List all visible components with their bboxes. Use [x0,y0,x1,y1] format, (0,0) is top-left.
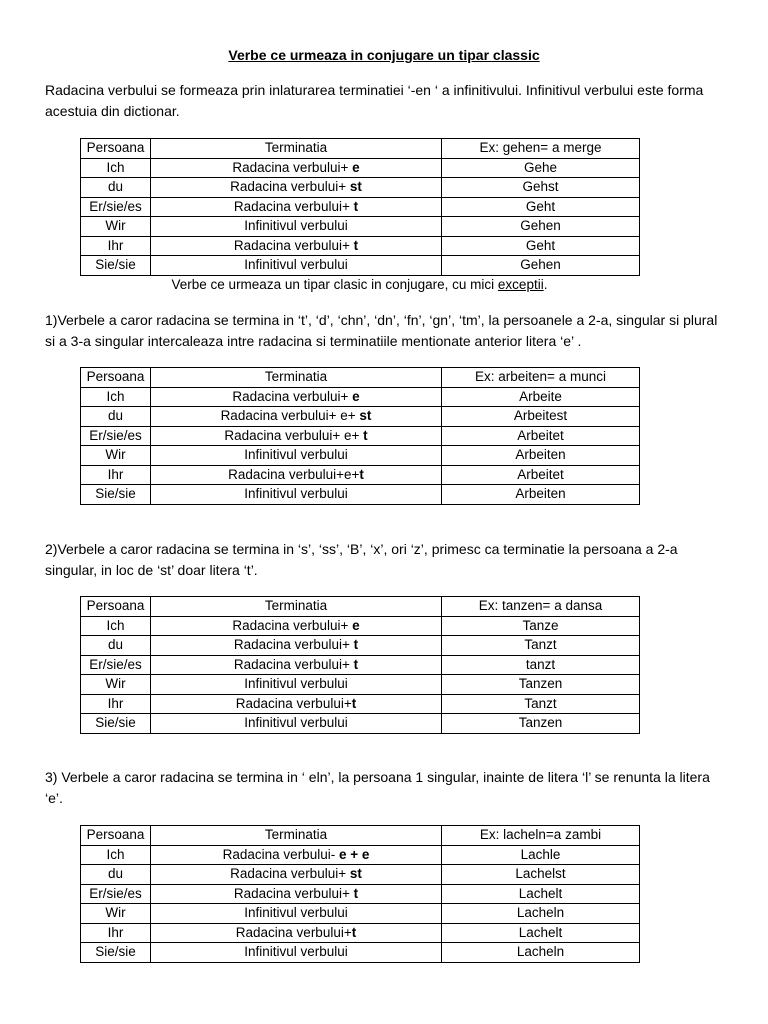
table-row [81,197,640,217]
ending-text: Radacina verbului+ [233,637,354,653]
ending-text: Radacina verbului+ [232,388,353,404]
ending-cell [151,446,442,466]
person-cell: Er/sie/es [81,197,151,217]
ending-cell [151,217,442,237]
column-header: Persoana [81,826,151,846]
table-row [81,655,640,675]
person-cell: Er/sie/es [81,655,151,675]
person-cell: Ich [81,158,151,178]
conjugation-table-arbeiten [80,367,640,505]
ending-cell [151,426,442,446]
caption-suffix: . [543,277,548,292]
rule-3-paragraph: 3) Verbele a caror radacina se termina in ‘ eln’, la persoana 1 singular, inainte de litera ‘l’ se renunta la litera ‘e’. [45,769,710,806]
ending-text: Radacina verbului+e+ [228,466,360,482]
ending-text: Radacina verbului+ e+ [224,427,364,443]
ending-cell [151,714,442,734]
ending-cell [151,485,442,505]
ending-bold-suffix: t [353,656,359,672]
ending-cell [151,655,442,675]
person-cell: Wir [81,675,151,695]
ending-bold-suffix: st [359,408,372,424]
example-cell: Tanzen [442,675,640,695]
column-header: Terminatia [151,368,442,388]
person-cell: Ihr [81,236,151,256]
example-cell: tanzt [442,655,640,675]
column-header: Ex: tanzen= a dansa [442,597,640,617]
table-row [81,446,640,466]
ending-bold-suffix: t [363,427,368,443]
person-cell: Ich [81,616,151,636]
ending-bold-suffix: e [352,388,360,404]
table-row [81,485,640,505]
table-row [81,426,640,446]
table-row [81,178,640,198]
table-row [81,694,640,714]
conjugation-table-tanzen [80,596,640,734]
example-cell: Arbeitet [442,465,640,485]
table-row [81,236,640,256]
ending-text: Radacina verbului+ [235,695,352,711]
person-cell: Wir [81,446,151,466]
ending-cell [151,923,442,943]
ending-cell [151,943,442,963]
example-cell: Geht [442,197,640,217]
example-cell: Lachelt [442,884,640,904]
ending-text: Radacina verbului+ [232,617,353,633]
ending-cell [151,616,442,636]
caption-underlined-word: exceptii [497,277,544,292]
example-cell: Arbeitet [442,426,640,446]
ending-cell [151,197,442,217]
example-cell: Gehst [442,178,640,198]
person-cell: Ihr [81,694,151,714]
column-header: Persoana [81,139,151,159]
column-header: Terminatia [151,597,442,617]
table-row [81,904,640,924]
ending-cell [151,845,442,865]
example-cell: Tanze [442,616,640,636]
table-header-row [81,139,640,159]
table-row [81,845,640,865]
person-cell: Ihr [81,465,151,485]
ending-text: Radacina verbului+ [235,924,352,940]
table-row [81,387,640,407]
ending-cell [151,407,442,427]
ending-text: Radacina verbului+ [232,159,353,175]
example-cell: Arbeitest [442,407,640,427]
ending-cell [151,158,442,178]
person-cell: du [81,865,151,885]
table-header-row [81,368,640,388]
person-cell: Er/sie/es [81,884,151,904]
ending-bold-suffix: t [353,237,359,253]
ending-cell [151,465,442,485]
person-cell: Wir [81,217,151,237]
ending-bold-suffix: t [353,637,359,653]
ending-cell [151,675,442,695]
table-row [81,714,640,734]
example-cell: Lachelst [442,865,640,885]
ending-text: Radacina verbului+ [233,656,354,672]
column-header: Terminatia [151,139,442,159]
person-cell: du [81,407,151,427]
ending-cell [151,694,442,714]
table-row [81,616,640,636]
ending-bold-suffix: t [353,198,359,214]
example-cell: Tanzt [442,694,640,714]
ending-bold-suffix: st [349,866,362,882]
person-cell: Sie/sie [81,485,151,505]
table-row [81,636,640,656]
person-cell: Sie/sie [81,943,151,963]
example-cell: Gehen [442,256,640,276]
intro-paragraph: Radacina verbului se formeaza prin inlaturarea terminatiei ‘-en ‘ a infinitivului. Infinitivul verbului este forma acestuia din dictionar. [45,82,704,119]
ending-bold-suffix: t [359,466,364,482]
ending-cell [151,256,442,276]
ending-text: Radacina verbului+ [230,866,350,882]
ending-text: Radacina verbului+ [233,198,354,214]
ending-cell [151,236,442,256]
table-row [81,884,640,904]
table-caption [80,276,639,294]
ending-bold-suffix: st [349,179,362,195]
example-cell: Arbeite [442,387,640,407]
table-row [81,465,640,485]
example-cell: Tanzen [442,714,640,734]
ending-bold-suffix: e + e [338,846,370,862]
column-header: Ex: arbeiten= a munci [442,368,640,388]
example-cell: Gehen [442,217,640,237]
example-cell: Lachelt [442,923,640,943]
person-cell: Wir [81,904,151,924]
ending-cell [151,636,442,656]
person-cell: Sie/sie [81,256,151,276]
example-cell: Gehe [442,158,640,178]
person-cell: Ich [81,845,151,865]
ending-text: Radacina verbului+ e+ [220,408,360,424]
person-cell: Ihr [81,923,151,943]
person-cell: Sie/sie [81,714,151,734]
person-cell: Er/sie/es [81,426,151,446]
conjugation-table-gehen [80,138,640,276]
person-cell: Ich [81,387,151,407]
table-row [81,865,640,885]
column-header: Persoana [81,368,151,388]
example-cell: Arbeiten [442,446,640,466]
ending-text: Infinitivul verbului [244,944,348,960]
table-header-row [81,826,640,846]
column-header: Persoana [81,597,151,617]
ending-bold-suffix: e [352,617,360,633]
page-title: Verbe ce urmeaza in conjugare un tipar classic [228,47,540,63]
rule-2-paragraph: 2)Verbele a caror radacina se termina in ‘s’, ‘ss’, ‘B’, ‘x’, ori ‘z’, primesc ca terminatie la persoana a 2-a singular, in loc de ‘st’ doar litera ‘t’. [45,541,678,578]
example-cell: Arbeiten [442,485,640,505]
example-cell: Lacheln [442,943,640,963]
ending-text: Infinitivul verbului [244,447,348,463]
person-cell: du [81,178,151,198]
caption-text: Verbe ce urmeaza un tipar clasic in conjugare, cu mici [171,277,498,292]
example-cell: Geht [442,236,640,256]
ending-bold-suffix: t [351,924,357,940]
ending-text: Infinitivul verbului [244,218,348,234]
ending-cell [151,904,442,924]
table-row [81,158,640,178]
ending-text: Radacina verbului- [222,846,339,862]
ending-cell [151,884,442,904]
table-row [81,407,640,427]
rule-1-paragraph: 1)Verbele a caror radacina se termina in ‘t’, ‘d’, ‘chn’, ‘dn’, ‘fn’, ‘gn’, ‘tm’, la persoanele a 2-a, singular si plural si a 3-a singular intercaleaza intre radacina si terminatiile mentionate anterior litera ‘e’ . [45,312,718,349]
column-header: Ex: gehen= a merge [442,139,640,159]
ending-bold-suffix: e [352,159,360,175]
table-row [81,217,640,237]
ending-text: Radacina verbului+ [233,237,354,253]
ending-bold-suffix: t [351,695,357,711]
person-cell: du [81,636,151,656]
ending-text: Infinitivul verbului [244,257,348,273]
ending-cell [151,865,442,885]
example-cell: Lachle [442,845,640,865]
table-row [81,923,640,943]
column-header: Ex: lacheln=a zambi [442,826,640,846]
table-row [81,675,640,695]
ending-cell [151,178,442,198]
ending-bold-suffix: t [353,885,359,901]
ending-text: Radacina verbului+ [233,885,354,901]
conjugation-table-lacheln [80,825,640,963]
table-row [81,943,640,963]
ending-cell [151,387,442,407]
ending-text: Infinitivul verbului [244,715,348,731]
table-row [81,256,640,276]
example-cell: Tanzt [442,636,640,656]
ending-text: Infinitivul verbului [244,905,348,921]
ending-text: Infinitivul verbului [244,676,348,692]
table-header-row [81,597,640,617]
ending-text: Radacina verbului+ [230,179,350,195]
example-cell: Lacheln [442,904,640,924]
ending-text: Infinitivul verbului [244,486,348,502]
column-header: Terminatia [151,826,442,846]
